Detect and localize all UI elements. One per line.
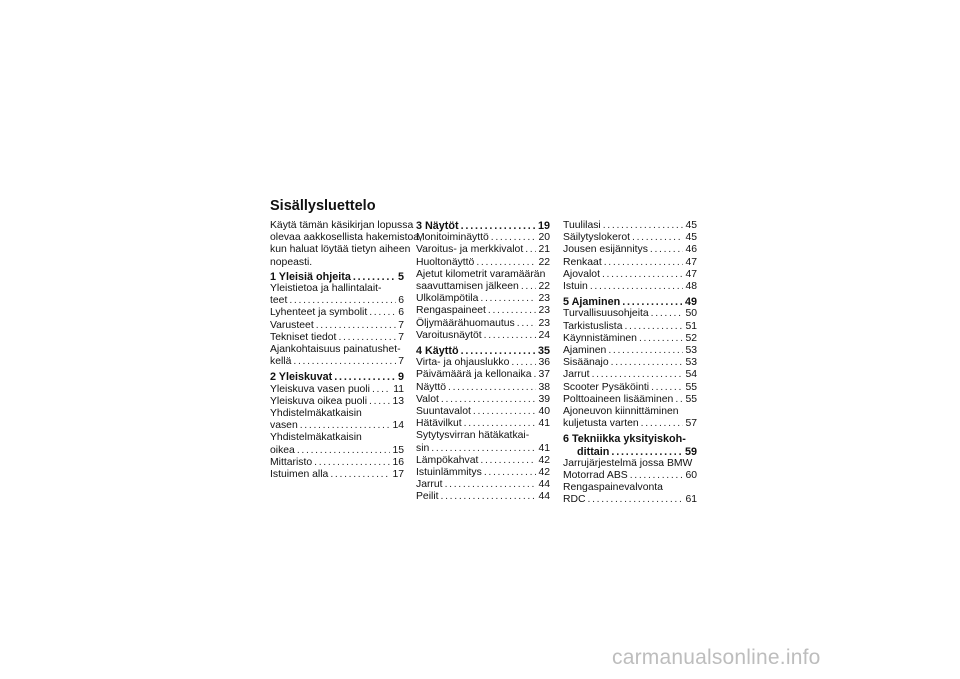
toc-entry-title: Istuinlämmitys: [416, 467, 482, 479]
toc-entry-title: Ajovalot: [563, 268, 600, 280]
toc-entry[interactable]: [416, 406, 550, 418]
toc-entry[interactable]: [270, 469, 404, 481]
toc-entry-title: Sisäänajo: [563, 357, 609, 369]
page-title: Sisällysluettelo: [270, 198, 376, 214]
toc-entry-line[interactable]: Jarrujärjestelmä jossa BMW: [563, 457, 693, 469]
toc-page-number: 47: [685, 268, 697, 280]
toc-page-number: 39: [538, 393, 550, 405]
toc-page-number: 41: [538, 442, 550, 454]
dot-leader: [289, 295, 396, 307]
toc-entry-title: RDC: [563, 494, 586, 506]
toc-chapter-heading[interactable]: [416, 220, 550, 232]
toc-entry-title: Suuntavalot: [416, 406, 471, 418]
toc-page-number: 21: [538, 244, 550, 256]
toc-entry[interactable]: [416, 382, 550, 394]
dot-leader: [630, 470, 684, 482]
dot-leader: [484, 467, 537, 479]
toc-entry-title: Öljymäärähuomautus: [416, 317, 515, 329]
dot-leader: [525, 244, 536, 256]
dot-leader: [330, 469, 390, 481]
toc-entry-line[interactable]: Sytytysvirran hätäkatkai-: [416, 430, 530, 442]
toc-page-number: 53: [685, 345, 697, 357]
dot-leader: [650, 244, 684, 256]
toc-page-number: 54: [685, 369, 697, 381]
toc-entry-title: Lämpökahvat: [416, 454, 479, 466]
dot-leader: [491, 232, 537, 244]
toc-page-number: 11: [393, 383, 404, 395]
toc-entry[interactable]: [563, 345, 697, 357]
toc-page-number: 50: [685, 308, 697, 320]
toc-column-1: [270, 220, 422, 481]
dot-leader: [651, 308, 684, 320]
dot-leader: [480, 293, 536, 305]
toc-entry-title: vasen: [270, 420, 298, 432]
dot-leader: [300, 420, 391, 432]
toc-entry[interactable]: [563, 470, 697, 482]
toc-page-number: 23: [538, 293, 550, 305]
toc-entry[interactable]: [563, 321, 697, 333]
dot-leader: [611, 357, 684, 369]
dot-leader: [476, 257, 536, 269]
toc-page-number: 42: [538, 467, 550, 479]
toc-entry-title: Näyttö: [416, 381, 447, 393]
dot-leader: [602, 269, 683, 281]
toc-page-number: 15: [392, 444, 404, 456]
toc-entry-line[interactable]: Yleistietoa ja hallintalait-: [270, 283, 382, 295]
toc-entry-title: Renkaat: [563, 256, 602, 268]
toc-entry[interactable]: [270, 384, 404, 396]
toc-entry[interactable]: [563, 244, 697, 256]
dot-leader: [592, 369, 684, 381]
toc-entry[interactable]: [416, 318, 550, 330]
toc-page-number: 13: [392, 395, 404, 407]
toc-entry-title: Ulkolämpötila: [416, 293, 479, 305]
intro-line: Käytä tämän käsikirjan lopussa: [270, 220, 414, 231]
toc-chapter-heading[interactable]: [270, 371, 404, 383]
toc-entry[interactable]: [270, 420, 404, 432]
dot-leader: [441, 491, 537, 503]
dot-leader: [445, 479, 537, 491]
toc-page-number: 9: [397, 371, 404, 384]
dot-leader: [461, 220, 536, 232]
toc-page-number: 22: [538, 281, 550, 293]
toc-entry[interactable]: [416, 232, 550, 244]
toc-entry-title: saavuttamisen jälkeen: [416, 281, 519, 293]
intro-line: nopeasti.: [270, 256, 313, 268]
toc-page-number: 7: [398, 319, 404, 331]
toc-page-number: 55: [685, 393, 697, 405]
toc-entry[interactable]: [416, 257, 550, 269]
toc-entry-title: Varusteet: [270, 319, 314, 331]
dot-leader: [632, 232, 683, 244]
dot-leader: [480, 455, 536, 467]
toc-entry[interactable]: [563, 382, 697, 394]
toc-column-2: [416, 220, 550, 504]
toc-entry[interactable]: [270, 320, 404, 332]
dot-leader: [314, 457, 390, 469]
toc-entry-line[interactable]: Rengaspainevalvonta: [563, 482, 663, 494]
toc-entry-title: 2 Yleiskuvat: [270, 371, 333, 384]
toc-entry[interactable]: [563, 357, 697, 369]
dot-leader: [651, 382, 683, 394]
toc-entry[interactable]: [563, 494, 697, 506]
dot-leader: [473, 406, 537, 418]
toc-chapter-heading[interactable]: [270, 271, 404, 283]
toc-entry-title: Peilit: [416, 491, 439, 503]
dot-leader: [369, 396, 390, 408]
toc-page-number: 19: [537, 220, 550, 232]
toc-page-number: 60: [685, 470, 697, 482]
toc-entry[interactable]: [416, 369, 550, 381]
toc-entry[interactable]: [416, 305, 550, 317]
dot-leader: [338, 332, 396, 344]
toc-list-3: [563, 220, 697, 507]
toc-page-number: 51: [685, 320, 697, 332]
toc-page-number: 40: [538, 406, 550, 418]
toc-entry-title: 3 Näytöt: [416, 220, 459, 232]
toc-page-number: 44: [538, 479, 550, 491]
toc-page-number: 61: [685, 494, 697, 506]
toc-page-number: 22: [538, 256, 550, 268]
toc-page-number: 7: [398, 356, 404, 368]
toc-chapter-heading[interactable]: [563, 296, 697, 308]
toc-entry-title: Yleiskuva vasen puoli: [270, 383, 370, 395]
toc-page-number: 20: [538, 232, 550, 244]
toc-entry-title: Turvallisuusohjeita: [563, 308, 649, 320]
toc-entry-title: 5 Ajaminen: [563, 296, 621, 309]
watermark: carmanualsonline.info: [612, 646, 821, 669]
toc-entry-title: kellä: [270, 356, 292, 368]
dot-leader: [588, 494, 684, 506]
toc-entry-title: Tekniset tiedot: [270, 331, 337, 343]
intro-line: olevaa aakkosellista hakemistoa,: [270, 232, 422, 244]
toc-entry[interactable]: [563, 281, 697, 293]
toc-entry[interactable]: [270, 307, 404, 319]
dot-leader: [488, 305, 537, 317]
toc-entry-line[interactable]: Ajetut kilometrit varamäärän: [416, 268, 546, 280]
dot-leader: [611, 446, 683, 458]
toc-page-number: 57: [685, 418, 697, 430]
toc-entry[interactable]: [563, 394, 697, 406]
toc-entry-title: sin: [416, 442, 430, 454]
toc-entry-title: kuljetusta varten: [563, 418, 639, 430]
toc-page-number: 17: [392, 469, 404, 481]
toc-entry-title: Scooter Pysäköinti: [563, 381, 650, 393]
dot-leader: [675, 394, 683, 406]
dot-leader: [448, 382, 536, 394]
toc-entry-title: Tarkistuslista: [563, 320, 623, 332]
toc-page-number: 6: [398, 295, 404, 307]
dot-leader: [293, 356, 396, 368]
toc-page-number: 38: [538, 381, 550, 393]
dot-leader: [622, 296, 683, 308]
toc-page-number: 52: [685, 332, 697, 344]
dot-leader: [464, 418, 537, 430]
toc-chapter-heading[interactable]: 6 Tekniikka yksityiskoh-: [563, 433, 686, 446]
dot-leader: [639, 333, 684, 345]
toc-page-number: 48: [685, 281, 697, 293]
toc-page-number: 47: [685, 256, 697, 268]
toc-list-2: [416, 220, 550, 504]
toc-entry-title: Valot: [416, 393, 439, 405]
toc-page-number: 45: [685, 232, 697, 244]
toc-entry[interactable]: [270, 295, 404, 307]
toc-entry-title: Jarrut: [416, 479, 443, 491]
toc-page-number: 42: [538, 454, 550, 466]
toc-entry[interactable]: [563, 369, 697, 381]
dot-leader: [334, 371, 396, 383]
toc-entry-title: Jarrut: [563, 369, 590, 381]
toc-entry-title: Lyhenteet ja symbolit: [270, 307, 368, 319]
toc-entry-title: Jousen esijännitys: [563, 244, 648, 256]
toc-entry-title: Säilytyslokerot: [563, 232, 630, 244]
toc-entry[interactable]: [563, 418, 697, 430]
dot-leader: [431, 443, 536, 455]
toc-entry[interactable]: [563, 232, 697, 244]
toc-page-number: 44: [538, 491, 550, 503]
toc-page-number: 24: [538, 329, 550, 341]
dot-leader: [517, 318, 537, 330]
toc-entry[interactable]: [270, 332, 404, 344]
toc-entry-title: Motorrad ABS: [563, 470, 628, 482]
toc-entry[interactable]: [563, 269, 697, 281]
toc-entry-title: Rengaspaineet: [416, 305, 486, 317]
toc-entry-title: Istuin: [563, 281, 588, 293]
toc-page-number: 14: [392, 420, 404, 432]
dot-leader: [353, 271, 396, 283]
dot-leader: [369, 307, 396, 319]
toc-entry[interactable]: [416, 443, 550, 455]
dot-leader: [590, 281, 684, 293]
intro-text: [270, 220, 422, 269]
toc-page-number: 5: [397, 270, 404, 283]
toc-page-number: 23: [538, 305, 550, 317]
toc-entry-title: Istuimen alla: [270, 469, 329, 481]
toc-page-number: 16: [392, 456, 404, 468]
toc-page-number: 7: [398, 331, 404, 343]
toc-entry-title: Ajaminen: [563, 345, 607, 357]
dot-leader: [511, 357, 536, 369]
toc-entry[interactable]: [416, 244, 550, 256]
toc-page-number: 45: [685, 220, 697, 231]
dot-leader: [372, 384, 391, 396]
dot-leader: [604, 257, 684, 269]
toc-chapter-heading[interactable]: [563, 446, 697, 458]
toc-entry[interactable]: [416, 418, 550, 430]
toc-entry-title: Polttoaineen lisääminen: [563, 393, 674, 405]
dot-leader: [608, 345, 683, 357]
toc-entry-title: oikea: [270, 444, 295, 456]
toc-entry[interactable]: [416, 455, 550, 467]
toc-entry-line[interactable]: Yhdistelmäkatkaisin: [270, 408, 362, 420]
toc-entry[interactable]: [416, 330, 550, 342]
toc-page-number: 53: [685, 357, 697, 369]
toc-page-number: 59: [684, 445, 697, 458]
toc-entry-title: Päivämäärä ja kellonaika: [416, 369, 532, 381]
toc-entry[interactable]: [416, 394, 550, 406]
toc-entry[interactable]: [416, 357, 550, 369]
toc-entry-title: 4 Käyttö: [416, 345, 459, 358]
toc-entry-title: 1 Yleisiä ohjeita: [270, 270, 351, 283]
dot-leader: [534, 369, 537, 381]
toc-page-number: 49: [684, 296, 697, 309]
toc-entry[interactable]: [416, 491, 550, 503]
toc-entry[interactable]: [563, 333, 697, 345]
dot-leader: [624, 321, 683, 333]
toc-entry-title: Varoitusnäytöt: [416, 329, 482, 341]
toc-entry[interactable]: [563, 257, 697, 269]
toc-entry-title: Mittaristo: [270, 456, 313, 468]
toc-page-number: 6: [398, 307, 404, 319]
toc-chapter-heading[interactable]: [416, 345, 550, 357]
dot-leader: [297, 445, 391, 457]
intro-line: kun haluat löytää tietyn aiheen: [270, 244, 411, 256]
dot-leader: [521, 281, 537, 293]
toc-entry-title: Huoltonäyttö: [416, 256, 475, 268]
toc-entry-title: teet: [270, 295, 288, 307]
toc-entry-line[interactable]: Ajankohtaisuus painatushet-: [270, 344, 401, 356]
toc-list-1: [270, 271, 404, 481]
toc-page-number: 36: [538, 357, 550, 369]
toc-entry[interactable]: [270, 396, 404, 408]
toc-entry-line[interactable]: Yhdistelmäkatkaisin: [270, 432, 362, 444]
toc-entry[interactable]: [563, 308, 697, 320]
toc-entry-title: Monitoiminäyttö: [416, 232, 489, 244]
toc-entry-title: Virta- ja ohjauslukko: [416, 357, 510, 369]
toc-page-number: 37: [538, 369, 550, 381]
toc-entry[interactable]: [416, 281, 550, 293]
toc-entry[interactable]: [563, 220, 697, 232]
dot-leader: [316, 320, 397, 332]
toc-entry-title: Varoitus- ja merkkivalot: [416, 244, 524, 256]
dot-leader: [441, 394, 537, 406]
toc-entry[interactable]: [416, 479, 550, 491]
toc-entry[interactable]: [270, 457, 404, 469]
toc-page-number: 41: [538, 418, 550, 430]
toc-entry-title: dittain: [577, 445, 610, 458]
toc-page-number: 23: [538, 317, 550, 329]
toc-page-number: 35: [537, 345, 550, 358]
toc-entry-title: Hätävilkut: [416, 418, 462, 430]
dot-leader: [484, 330, 537, 342]
toc-page-number: 55: [685, 381, 697, 393]
toc-entry[interactable]: [416, 467, 550, 479]
toc-entry[interactable]: [416, 293, 550, 305]
dot-leader: [461, 345, 536, 357]
toc-page-number: 46: [685, 244, 697, 256]
toc-entry-line[interactable]: Ajoneuvon kiinnittäminen: [563, 406, 679, 418]
toc-entry[interactable]: [270, 445, 404, 457]
toc-entry[interactable]: [270, 356, 404, 368]
dot-leader: [641, 418, 684, 430]
toc-column-3: [563, 220, 697, 507]
toc-entry-title: Tuulilasi: [563, 220, 601, 231]
dot-leader: [603, 220, 684, 232]
toc-entry-title: Yleiskuva oikea puoli: [270, 395, 368, 407]
toc-entry-title: Käynnistäminen: [563, 332, 637, 344]
